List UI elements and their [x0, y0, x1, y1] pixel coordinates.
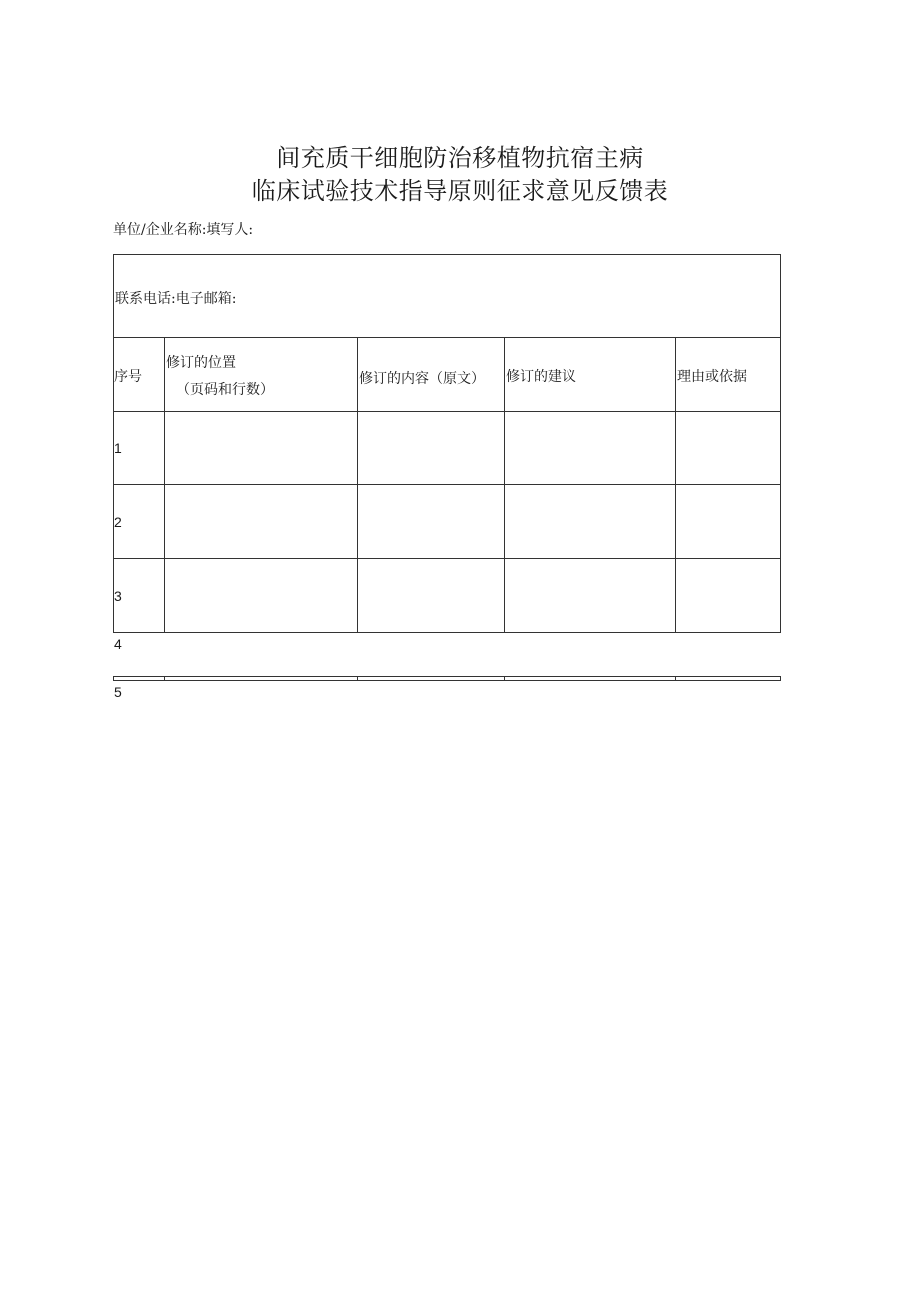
- table-column-rule: [357, 676, 358, 681]
- table-column-rule: [113, 676, 114, 681]
- header-revision-suggestion: 修订的建议: [506, 369, 576, 385]
- row-number-3: 3: [114, 588, 122, 604]
- table-rule: [113, 676, 781, 677]
- title-line-2: 临床试验技术指导原则征求意见反馈表: [251, 177, 669, 205]
- table-column-rule: [164, 337, 165, 633]
- row-number-1: 1: [114, 440, 122, 456]
- table-rule: [113, 558, 781, 559]
- table-column-rule: [780, 676, 781, 681]
- header-revision-position: 修订的位置: [166, 355, 236, 371]
- row-number-2: 2: [114, 514, 122, 530]
- row-number-5: 5: [114, 684, 122, 700]
- header-reason: 理由或依据: [677, 369, 747, 385]
- title-line-1: 间充质干细胞防治移植物抗宿主病: [276, 144, 644, 172]
- header-revision-position-sub: （页码和行数）: [176, 382, 274, 398]
- unit-filler-line: 单位/企业名称:填写人:: [113, 222, 254, 238]
- header-revision-content: 修订的内容（原文）: [359, 371, 485, 387]
- table-column-rule: [164, 676, 165, 681]
- table-rule: [113, 680, 781, 681]
- table-column-rule: [504, 676, 505, 681]
- table-column-rule: [780, 337, 781, 633]
- header-serial-number: 序号: [114, 369, 142, 385]
- contact-line: 联系电话:电子邮箱:: [115, 291, 237, 307]
- table-rule: [113, 411, 781, 412]
- table-column-rule: [357, 337, 358, 633]
- table-column-rule: [504, 337, 505, 633]
- table-rule: [113, 484, 781, 485]
- table-column-rule: [675, 337, 676, 633]
- table-column-rule: [675, 676, 676, 681]
- row-number-4: 4: [114, 636, 122, 652]
- table-rule: [113, 632, 781, 633]
